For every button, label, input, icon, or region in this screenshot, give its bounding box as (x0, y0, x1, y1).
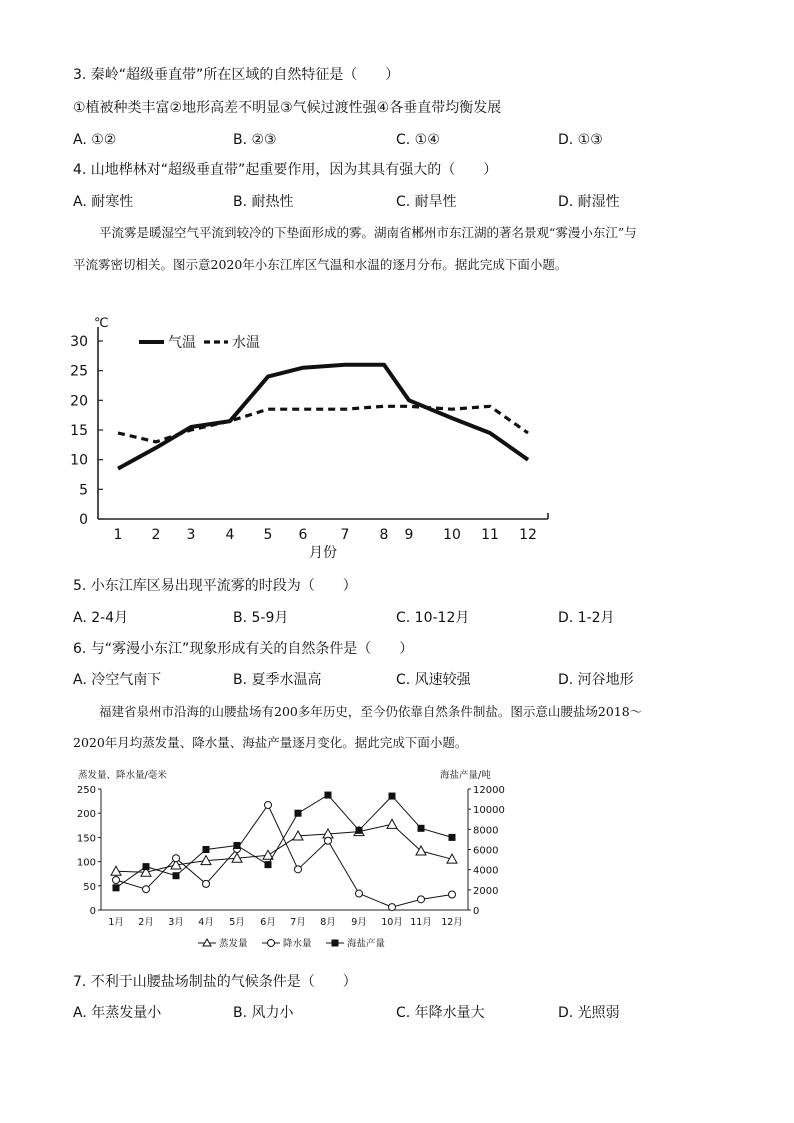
passage1-line2: 平流雾密切相关。图示意2020年小东江库区气温和水温的逐月分布。据此完成下面小题。 (73, 257, 568, 272)
point-salt-output (325, 792, 332, 799)
point-salt-output (234, 842, 241, 849)
point-precipitation (389, 904, 396, 911)
q4-option-d[interactable]: D. 耐湿性 (558, 194, 620, 210)
q7-option-d[interactable]: D. 光照弱 (558, 1005, 620, 1021)
q4-option-a[interactable]: A. 耐寒性 (73, 194, 134, 210)
point-precipitation (418, 896, 425, 903)
salt-field-chart (60, 760, 540, 958)
q3-stem: 3. 秦岭“超级垂直带”所在区域的自然特征是（ ） (73, 67, 400, 83)
x-tick-label: 11 (481, 527, 499, 543)
right-y-tick-label: 4000 (473, 865, 499, 877)
series-line-salt-output (116, 795, 452, 888)
q7-stem: 7. 不利于山腰盐场制盐的气候条件是（ ） (73, 974, 357, 990)
x-tick-label: 12 (519, 527, 537, 543)
q4-option-c[interactable]: C. 耐旱性 (396, 194, 457, 210)
x-tick-label: 1 (113, 527, 123, 543)
q5-option-d[interactable]: D. 1-2月 (558, 610, 615, 626)
x-tick-label: 10月 (381, 917, 403, 928)
point-salt-output (203, 846, 210, 853)
q7-option-c[interactable]: C. 年降水量大 (396, 1005, 485, 1021)
left-y-tick-label: 100 (76, 857, 96, 869)
point-precipitation (449, 891, 456, 898)
passage2-line1: 福建省泉州市沿海的山腰盐场有200多年历史，至今仍依靠自然条件制盐。图示意山腰盐场2018～ (99, 704, 643, 719)
point-salt-output (449, 834, 456, 841)
left-y-tick-label: 50 (83, 881, 96, 893)
right-y-tick-label: 0 (473, 906, 480, 917)
q6-option-c[interactable]: C. 风速较强 (396, 672, 471, 688)
y-tick-label: 10 (70, 452, 88, 469)
right-y-tick-label: 12000 (473, 785, 505, 796)
point-precipitation (325, 837, 332, 844)
x-tick-label: 9 (404, 527, 414, 543)
point-evaporation (387, 819, 397, 828)
x-tick-label: 8月 (320, 917, 336, 928)
x-tick-label: 2 (151, 527, 161, 543)
y-axis-unit: ℃ (94, 316, 109, 331)
left-y-tick-label: 150 (76, 833, 96, 845)
right-y-tick-label: 8000 (473, 825, 499, 837)
x-tick-label: 3 (186, 527, 196, 543)
q5-option-a[interactable]: A. 2-4月 (73, 610, 129, 626)
point-salt-output (265, 861, 272, 868)
series-line-evaporation (116, 824, 452, 872)
point-salt-output (173, 872, 180, 879)
left-y-tick-label: 200 (76, 809, 96, 821)
point-salt-output (418, 825, 425, 832)
point-salt-output (389, 793, 396, 800)
legend-marker-precipitation (268, 940, 275, 947)
x-tick-label: 6 (298, 527, 308, 543)
q3-option-a[interactable]: A. ①② (73, 132, 117, 148)
q5-option-b[interactable]: B. 5-9月 (233, 610, 289, 626)
x-tick-label: 4 (225, 527, 235, 543)
legend-label-water-temp: 水温 (232, 335, 260, 351)
right-y-tick-label: 10000 (473, 805, 505, 817)
q7-option-b[interactable]: B. 风力小 (233, 1005, 294, 1021)
x-tick-label: 9月 (351, 917, 367, 928)
y-tick-label: 5 (79, 482, 88, 499)
point-precipitation (295, 866, 302, 873)
x-tick-label: 4月 (198, 917, 214, 928)
q6-option-b[interactable]: B. 夏季水温高 (233, 672, 322, 688)
x-tick-label: 3月 (168, 917, 184, 928)
legend-label-precipitation: 降水量 (283, 938, 312, 950)
x-tick-label: 6月 (260, 917, 276, 928)
legend-label-salt-output: 海盐产量 (347, 938, 386, 950)
left-y-tick-label: 0 (89, 906, 96, 917)
series-line-precipitation (116, 805, 452, 907)
q6-option-a[interactable]: A. 冷空气南下 (73, 672, 162, 688)
x-tick-label: 5月 (229, 917, 245, 928)
passage1-line1: 平流雾是暖湿空气平流到较冷的下垫面形成的雾。湖南省郴州市东江湖的著名景观“雾漫小东江”与 (99, 225, 637, 240)
right-y-tick-label: 6000 (473, 845, 499, 857)
x-axis-title: 月份 (309, 545, 337, 561)
right-y-tick-label: 2000 (473, 885, 499, 897)
y-tick-label: 15 (70, 423, 88, 439)
x-tick-label: 1月 (108, 917, 124, 928)
q3-option-d[interactable]: D. ①③ (558, 132, 603, 148)
q4-stem: 4. 山地桦林对“超级垂直带”起重要作用，因为其具有强大的（ ） (73, 162, 498, 178)
q4-option-b[interactable]: B. 耐热性 (233, 194, 294, 210)
point-salt-output (295, 810, 302, 817)
legend-marker-salt-output (332, 940, 339, 947)
temperature-chart (60, 308, 570, 566)
point-precipitation (356, 890, 363, 897)
x-tick-label: 5 (263, 527, 273, 543)
point-precipitation (203, 880, 210, 887)
q6-stem: 6. 与“雾漫小东江”现象形成有关的自然条件是（ ） (73, 641, 414, 657)
q6-option-d[interactable]: D. 河谷地形 (558, 672, 634, 688)
left-axis-title: 蒸发量、降水量/毫米 (78, 770, 167, 781)
point-salt-output (113, 884, 120, 891)
x-tick-label: 7月 (290, 917, 306, 928)
q3-option-b[interactable]: B. ②③ (233, 132, 277, 148)
x-tick-label: 10 (443, 527, 461, 543)
y-tick-label: 25 (70, 363, 88, 380)
point-precipitation (113, 876, 120, 883)
x-tick-label: 2月 (138, 917, 154, 928)
point-precipitation (173, 855, 180, 862)
point-precipitation (265, 801, 272, 808)
y-tick-label: 0 (79, 512, 88, 528)
y-tick-label: 20 (70, 393, 88, 410)
right-axis-title: 海盐产量/吨 (440, 770, 491, 781)
q5-stem: 5. 小东江库区易出现平流雾的时段为（ ） (73, 578, 357, 594)
q5-option-c[interactable]: C. 10-12月 (396, 610, 470, 626)
x-tick-label: 8 (379, 527, 389, 543)
x-tick-label: 12月 (441, 917, 463, 928)
legend-label-evaporation: 蒸发量 (219, 938, 248, 950)
legend-label-air-temp: 气温 (168, 335, 196, 351)
left-y-tick-label: 250 (76, 785, 96, 796)
point-precipitation (143, 886, 150, 893)
point-salt-output (356, 827, 363, 834)
y-tick-label: 30 (70, 334, 88, 350)
passage2-line2: 2020年月均蒸发量、降水量、海盐产量逐月变化。据此完成下面小题。 (73, 735, 468, 750)
series-line-air-temp (118, 365, 528, 469)
x-tick-label: 7 (340, 527, 350, 543)
point-salt-output (143, 863, 150, 870)
x-tick-label: 11月 (410, 917, 432, 928)
q3-option-c[interactable]: C. ①④ (396, 132, 440, 148)
q3-items: ①植被种类丰富②地形高差不明显③气候过渡性强④各垂直带均衡发展 (73, 100, 502, 116)
q7-option-a[interactable]: A. 年蒸发量小 (73, 1005, 162, 1021)
point-evaporation (111, 866, 121, 875)
